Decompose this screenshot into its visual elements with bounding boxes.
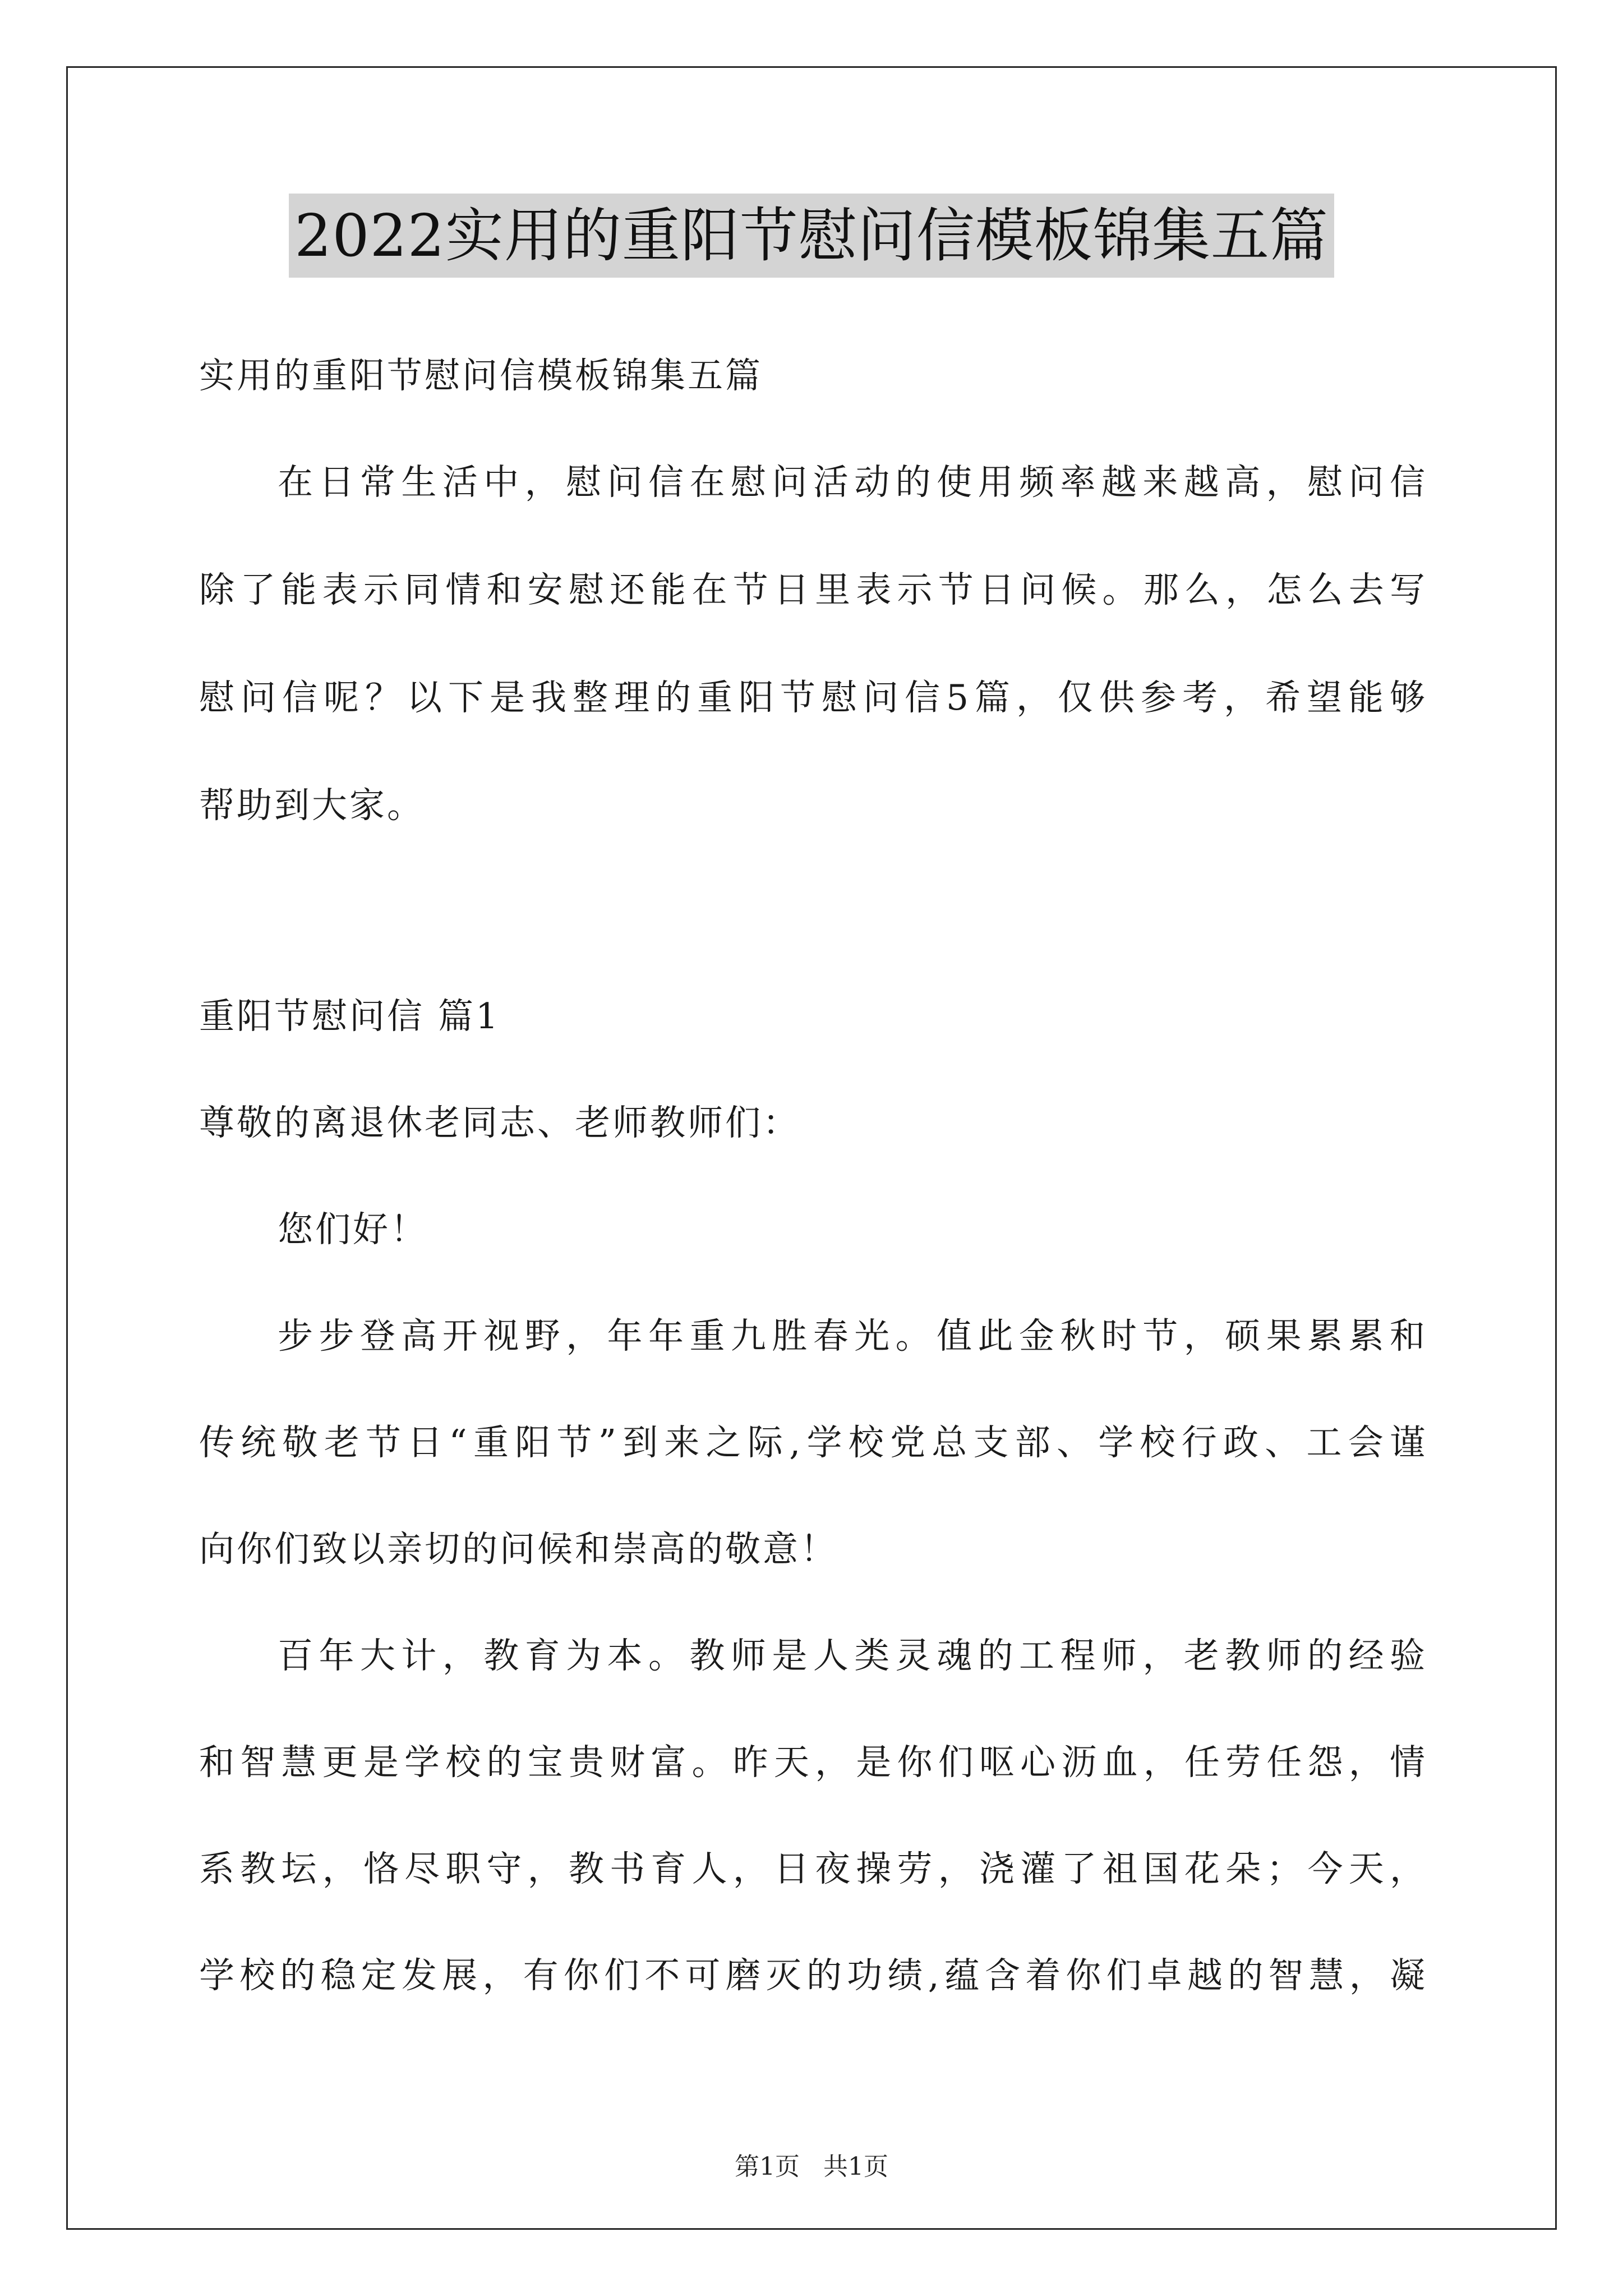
subtitle-line: 实用的重阳节慰问信模板锦集五篇 bbox=[199, 355, 763, 396]
paragraph-line: 向你们致以亲切的问候和崇高的敬意！ bbox=[199, 1529, 838, 1570]
greeting-line: 您们好！ bbox=[278, 1209, 428, 1250]
paragraph-line: 步步登高开视野，年年重九胜春光。值此金秋时节，硕果累累和 bbox=[278, 1315, 1427, 1356]
paragraph-line: 系教坛，恪尽职守，教书育人，日夜操劳，浇灌了祖国花朵；今天， bbox=[199, 1848, 1427, 1889]
paragraph-line: 除了能表示同情和安慰还能在节日里表示节日问候。那么，怎么去写 bbox=[199, 569, 1427, 610]
paragraph-line: 慰问信呢？以下是我整理的重阳节慰问信5篇，仅供参考，希望能够 bbox=[199, 677, 1427, 718]
paragraph-line: 帮助到大家。 bbox=[199, 785, 425, 826]
paragraph-line: 和智慧更是学校的宝贵财富。昨天，是你们呕心沥血，任劳任怨，情 bbox=[199, 1742, 1427, 1783]
paragraph-line: 在日常生活中，慰问信在慰问活动的使用频率越来越高，慰问信 bbox=[278, 462, 1427, 503]
title-container bbox=[0, 194, 1623, 278]
paragraph-line: 学校的稳定发展，有你们不可磨灭的功绩,蕴含着你们卓越的智慧，凝 bbox=[199, 1955, 1427, 1996]
paragraph-line: 百年大计，教育为本。教师是人类灵魂的工程师，老教师的经验 bbox=[278, 1635, 1427, 1676]
paragraph-line: 传统敬老节日“重阳节”到来之际,学校党总支部、学校行政、工会谨 bbox=[199, 1422, 1427, 1463]
page-footer: 第1页 共1页 bbox=[735, 2152, 888, 2181]
section-heading: 重阳节慰问信 篇1 bbox=[199, 996, 501, 1037]
document-title: 2022实用的重阳节慰问信模板锦集五篇 bbox=[289, 194, 1334, 278]
salutation-line: 尊敬的离退休老同志、老师教师们： bbox=[199, 1102, 800, 1143]
